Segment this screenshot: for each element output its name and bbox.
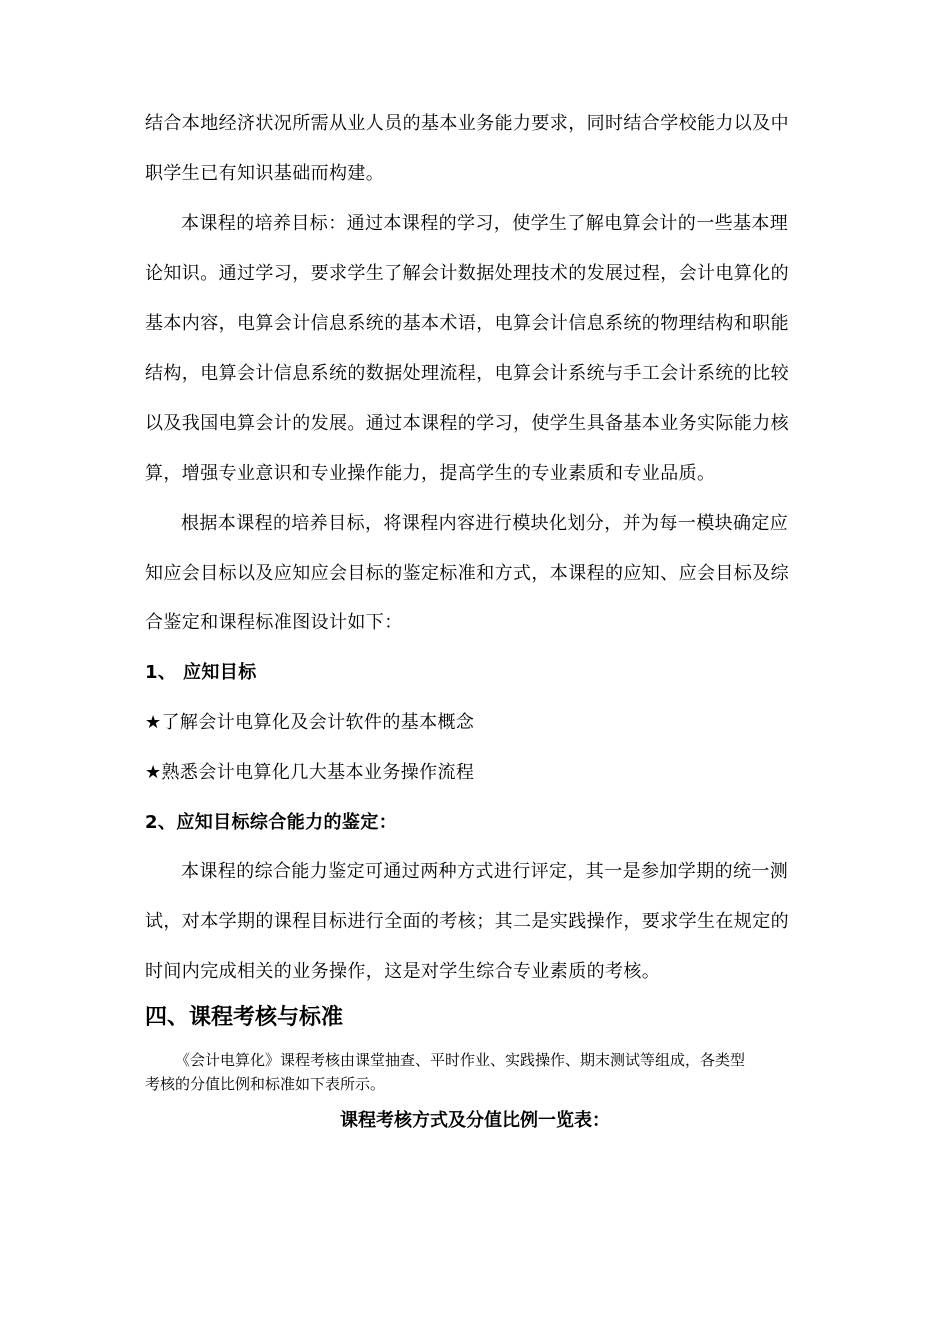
body-line-1: 结合本地经济状况所需从业人员的基本业务能力要求，同时结合学校能力以及中 xyxy=(145,113,789,134)
chapter-text-line-2: 考核的分值比例和标准如下表所示。 xyxy=(145,1075,386,1093)
body-line-7: 以及我国电算会计的发展。通过本课程的学习，使学生具备基本业务实际能力核 xyxy=(145,413,789,434)
body-line-4: 论知识。通过学习，要求学生了解会计数据处理技术的发展过程，会计电算化的 xyxy=(145,263,789,284)
body-line-11: 合鉴定和课程标准图设计如下： xyxy=(145,612,403,633)
bullet-item-1: ★了解会计电算化及会计软件的基本概念 xyxy=(145,712,475,733)
chapter-text-line-1: 《会计电算化》课程考核由课堂抽查、平时作业、实践操作、期末测试等组成，各类型 xyxy=(175,1051,746,1069)
body-line-10: 知应会目标以及应知应会目标的鉴定标准和方式，本课程的应知、应会目标及综 xyxy=(145,563,789,584)
chapter-heading: 四、课程考核与标准 xyxy=(145,1005,344,1030)
assessment-line-3: 时间内完成相关的业务操作，这是对学生综合专业素质的考核。 xyxy=(145,961,661,982)
body-line-5: 基本内容，电算会计信息系统的基本术语，电算会计信息系统的物理结构和职能 xyxy=(145,313,789,334)
bullet-item-2: ★熟悉会计电算化几大基本业务操作流程 xyxy=(145,762,475,783)
body-line-9: 根据本课程的培养目标，将课程内容进行模块化划分，并为每一模块确定应 xyxy=(181,513,789,534)
section-heading-2: 2、应知目标综合能力的鉴定： xyxy=(145,812,398,833)
section-heading-1: 1、 应知目标 xyxy=(145,662,257,683)
table-title: 课程考核方式及分值比例一览表： xyxy=(340,1110,610,1131)
body-line-2: 职学生已有知识基础而构建。 xyxy=(145,163,385,184)
body-line-8: 算，增强专业意识和专业操作能力，提高学生的专业素质和专业品质。 xyxy=(145,463,716,484)
assessment-line-1: 本课程的综合能力鉴定可通过两种方式进行评定，其一是参加学期的统一测 xyxy=(181,861,789,882)
assessment-line-2: 试，对本学期的课程目标进行全面的考核；其二是实践操作，要求学生在规定的 xyxy=(145,911,789,932)
body-line-3: 本课程的培养目标：通过本课程的学习，使学生了解电算会计的一些基本理 xyxy=(181,213,789,234)
body-line-6: 结构，电算会计信息系统的数据处理流程，电算会计系统与手工会计系统的比较 xyxy=(145,363,789,384)
